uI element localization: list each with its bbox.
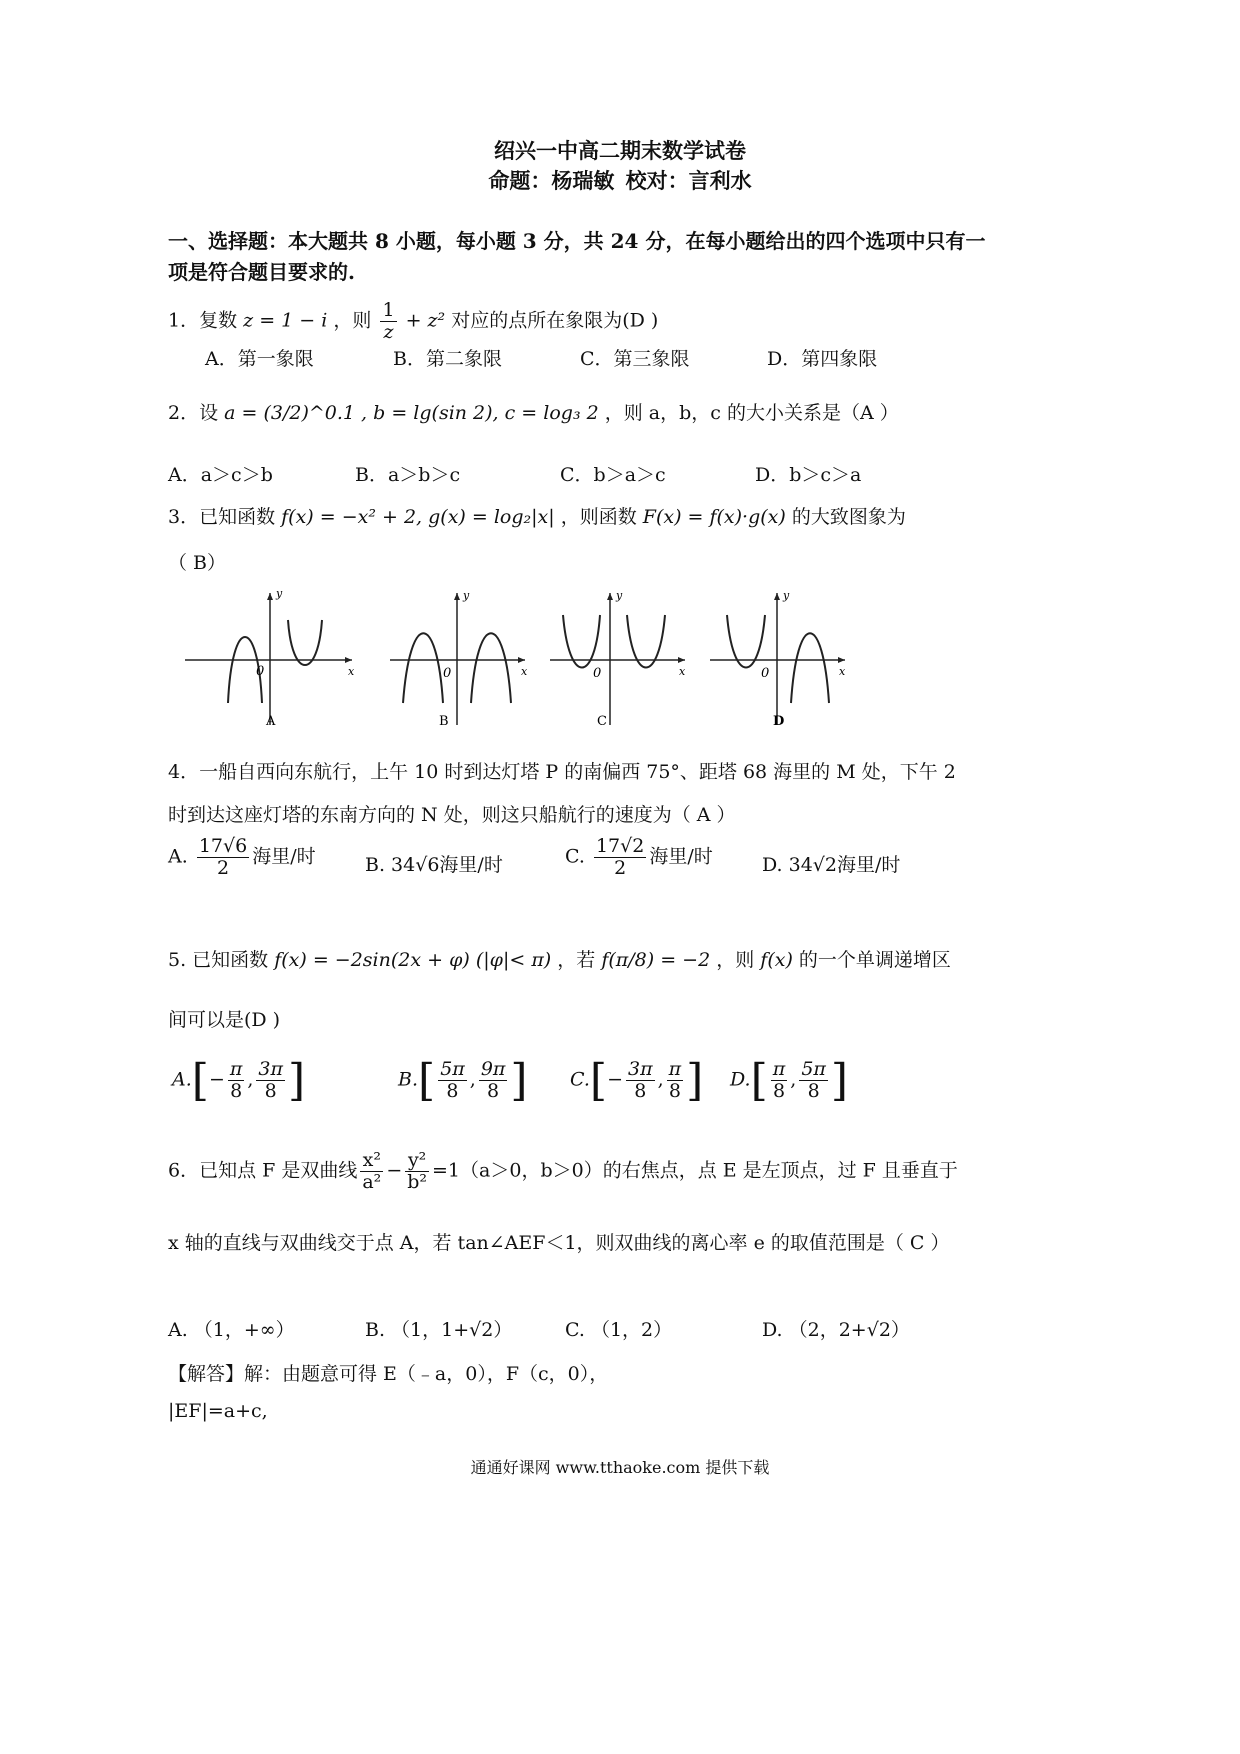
q1-expr: z = 1 − i	[243, 309, 328, 332]
page-title: 绍兴一中高二期末数学试卷	[494, 138, 746, 163]
graph-c-label: C	[597, 714, 607, 729]
graph-b-y-label: y	[463, 589, 470, 602]
graph-c-y-label: y	[616, 589, 623, 602]
q4-option-d: D. 34√2海里/时	[762, 854, 901, 876]
section-heading-line1: 一、选择题：本大题共 8 小题，每小题 3 分，共 24 分，在每小题给出的四个选项中只有一	[168, 229, 986, 253]
q2-suffix: ，则 a，b，c 的大小关系是（A ）	[604, 402, 899, 424]
question-5-line2: 间可以是(D )	[168, 1009, 281, 1031]
q2-option-a: A．a＞c＞b	[168, 464, 273, 486]
graph-b-label: B	[439, 714, 449, 729]
question-3: 3．已知函数 f(x) = −x² + 2, g(x) = log₂|x| ，则函数 F(x) = f(x)·g(x) 的大致图象为	[168, 506, 906, 528]
q1-prefix: 1．复数	[168, 309, 238, 332]
q2-expr: a = (3/2)^0.1 , b = lg(sin 2), c = log₃ 2	[224, 402, 599, 424]
footer-download-note: 通通好课网 www.tthaoke.com 提供下载	[470, 1458, 770, 1477]
graph-d-x-label: x	[839, 665, 846, 678]
question-6: 6．已知点 F 是双曲线 $\frac{\text{x²}}{\text{a²}}$ − $\frac{\text{y²}}{\text{b²}}$ =1（a＞0，b＞0）的右焦点，点 E 是左顶点，过 F 且垂直于	[168, 1149, 958, 1193]
q4-option-a: A. $\frac{17√6}{2}$ 海里/时	[168, 835, 316, 879]
q4-option-c: C. $\frac{17√2}{2}$ 海里/时	[565, 835, 713, 879]
graph-d-y-label: y	[783, 589, 790, 602]
question-5: 5. 已知函数 f(x) = −2sin(2x + φ) (|φ|< π) ，若 f(π/8) = −2 ，则 f(x) 的一个单调递增区	[168, 949, 951, 971]
graph-b-origin: 0	[443, 666, 452, 681]
graph-a-x-label: x	[348, 665, 355, 678]
q1-suffix: 对应的点所在象限为(D )	[451, 309, 659, 332]
graph-a-y-label: y	[276, 587, 283, 600]
q1-mid: ，则	[333, 309, 372, 332]
q1-option-c: C．第三象限	[580, 348, 690, 370]
question-4-line2: 时到达这座灯塔的东南方向的 N 处，则这只船航行的速度为（ A ）	[168, 804, 736, 826]
q1-expr2: + z²	[405, 309, 446, 332]
q1-option-b: B．第二象限	[393, 348, 502, 370]
q6-option-d: D. （2，2+√2）	[762, 1319, 910, 1341]
graph-d-origin: 0	[761, 666, 770, 681]
page-subtitle: 命题：杨瑞敏 校对：言利水	[488, 168, 752, 193]
graph-c	[545, 585, 695, 735]
q6-option-c: C. （1，2）	[565, 1319, 673, 1341]
q2-option-b: B．a＞b＞c	[355, 464, 461, 486]
q5-option-a: A.[− $\frac{\pi}{8}$ , $\frac{3\pi}{8}$ ]	[172, 1055, 306, 1106]
question-6-line2: x 轴的直线与双曲线交于点 A，若 tan∠AEF＜1，则双曲线的离心率 e 的取值范围是（ C ）	[168, 1232, 950, 1254]
q6-option-b: B. （1，1+√2）	[365, 1319, 513, 1341]
section-heading-line2: 项是符合题目要求的.	[168, 260, 355, 284]
q1-option-a: A．第一象限	[205, 348, 314, 370]
solution-line1: 【解答】解：由题意可得 E（﹣a，0），F（c，0），	[168, 1363, 609, 1385]
q5-option-b: B.[ $\frac{5\pi}{8}$ , $\frac{9\pi}{8}$ ]	[398, 1055, 528, 1106]
q2-prefix: 2．设	[168, 402, 219, 424]
graph-b	[385, 585, 535, 735]
q2-option-d: D．b＞c＞a	[755, 464, 862, 486]
graph-c-x-label: x	[679, 665, 686, 678]
question-4-line1: 4．一船自西向东航行，上午 10 时到达灯塔 P 的南偏西 75°、距塔 68 海里的 M 处，下午 2	[168, 761, 956, 783]
q5-option-d: D.[ $\frac{\pi}{8}$ , $\frac{5\pi}{8}$ ]	[730, 1055, 849, 1106]
q4-option-b: B. 34√6海里/时	[365, 854, 503, 876]
graph-b-x-label: x	[521, 665, 528, 678]
graph-d	[705, 585, 855, 735]
q1-option-d: D．第四象限	[767, 348, 878, 370]
q5-option-c: C.[− $\frac{3\pi}{8}$ , $\frac{\pi}{8}$ ]	[570, 1055, 704, 1106]
solution-line2: |EF|=a+c,	[168, 1400, 268, 1422]
question-2	[168, 398, 899, 425]
q1-fraction: $\frac{1}{z}$	[382, 299, 395, 343]
question-3-line2: （ B）	[168, 552, 227, 574]
graph-c-origin: 0	[593, 666, 602, 681]
q2-option-c: C．b＞a＞c	[560, 464, 666, 486]
graph-d-label: D	[773, 714, 785, 729]
graph-a-origin: 0	[256, 664, 265, 679]
graph-a	[180, 585, 360, 735]
q6-option-a: A. （1，+∞）	[168, 1319, 295, 1341]
question-1	[168, 300, 658, 343]
graph-a-label: A	[266, 714, 276, 729]
